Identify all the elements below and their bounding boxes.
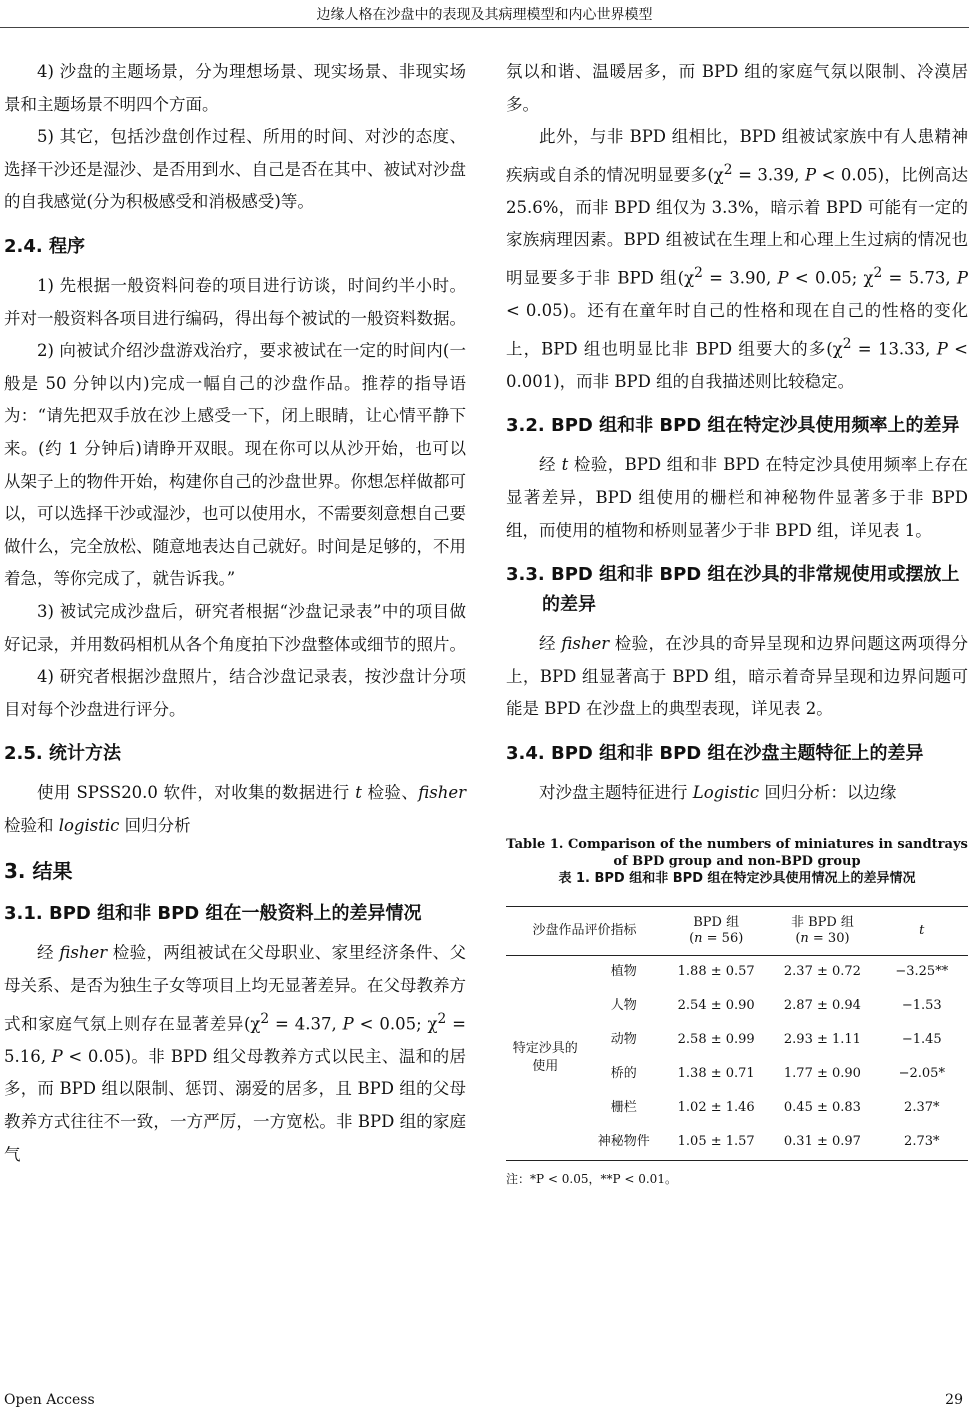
cell-t: 2.37* [904, 1100, 940, 1116]
cell-bpd: 1.88 ± 0.57 [677, 964, 755, 980]
table-header-row [506, 906, 968, 955]
paragraph: 对沙盘主题特征进行 Logistic 回归分析：以边缘 [539, 783, 897, 802]
col-header-bpd: BPD 组 (n = 56) [689, 914, 744, 946]
table-note: 注：*P < 0.05，**P < 0.01。 [506, 1171, 677, 1186]
cell-bpd: 2.54 ± 0.90 [677, 998, 755, 1014]
paragraph: 4) 沙盘的主题场景，分为理想场景、现实场景、非现实场景和主题场景不明四个方面。 [4, 62, 466, 114]
cell-t: −2.05* [898, 1066, 945, 1082]
cell-t: −3.25** [895, 964, 949, 980]
section-heading-3-4: 3.4. BPD 组和非 BPD 组在沙盘主题特征上的差异 [506, 743, 924, 764]
section-heading-2-4: 2.4. 程序 [4, 235, 85, 257]
table-caption-zh: 表 1. BPD 组和非 BPD 组在特定沙具使用情况上的差异情况 [558, 870, 916, 886]
paragraph: 此外，与非 BPD 组相比，BPD 组被试家族中有人患精神疾病或自杀的情况明显要多($\chi^2 = 3.39$, P < 0.05)，比例高达 25.6%，而非 BPD 组仅为 3.3%，暗示着 BPD 可能有一定的家族病理因素。BPD 组被试在生理上和心理上生过病的情况也明显要多于非 BPD 组($\chi^2 = 3.90$, P < 0.05; $\chi^2 = 5.73$, P < 0.05)。还有在童年时自己的性格和现在自己的性格的变化上，BPD 组也明显比非 BPD 组要大的多($\chi^2 = 13.33$, P < 0.001)，而非 BPD 组的自我描述则比较稳定。 [506, 127, 969, 391]
cell-non-bpd: 1.77 ± 0.90 [783, 1066, 861, 1082]
section-heading-3-1: 3.1. BPD 组和非 BPD 组在一般资料上的差异情况 [4, 903, 422, 925]
running-header: 边缘人格在沙盘中的表现及其病理模型和内心世界模型 [316, 7, 653, 23]
paragraph: 3) 被试完成沙盘后，研究者根据“沙盘记录表”中的项目做好记录，并用数码相机从各个角度拍下沙盘整体或细节的照片。 [4, 601, 466, 654]
cell-non-bpd: 0.31 ± 0.97 [783, 1134, 861, 1150]
left-column [4, 56, 466, 1171]
section-heading-3-3: 3.3. BPD 组和非 BPD 组在沙具的非常规使用或摆放上的差异 [506, 564, 960, 616]
section-heading-3-2: 3.2. BPD 组和非 BPD 组在特定沙具使用频率上的差异 [506, 415, 960, 437]
cell-bpd: 1.38 ± 0.71 [677, 1066, 755, 1082]
cell-item: 植物 [610, 964, 637, 980]
cell-item: 动物 [610, 1032, 637, 1048]
cell-non-bpd: 2.37 ± 0.72 [783, 964, 861, 980]
paragraph: 1) 先根据一般资料问卷的项目进行访谈，时间约半小时。并对一般资料各项目进行编码，得出每个被试的一般资料数据。 [4, 275, 466, 328]
cell-item: 栅栏 [610, 1100, 637, 1116]
paragraph: 2) 向被试介绍沙盘游戏治疗，要求被试在一定的时间内(一般是 50 分钟以内)完成一幅自己的沙盘作品。推荐的指导语为：“请先把双手放在沙上感受一下，闭上眼睛，让心情平静下来。(约 1 分钟后)请睁开双眼。现在你可以从沙开始，也可以从架子上的物件开始，构建你自己的沙盘世界。你想怎样做都可以，可以选择干沙或湿沙，也可以使用水，不需要刻意想自己要做什么，完全放松、随意地表达自己就好。时间是足够的，不用着急，等你完成了，就告诉我。” [4, 341, 466, 589]
col-header-indicator: 沙盘作品评价指标 [532, 922, 637, 938]
page-number: 29 [945, 1392, 963, 1408]
cell-item: 桥的 [610, 1066, 637, 1082]
cell-bpd: 1.05 ± 1.57 [677, 1134, 755, 1150]
cell-bpd: 2.58 ± 0.99 [677, 1032, 755, 1048]
cell-t: −1.53 [901, 998, 942, 1014]
col-header-non-bpd: 非 BPD 组 (n = 30) [790, 914, 854, 946]
footer-open-access: Open Access [4, 1392, 95, 1408]
col-header-t: t [919, 922, 925, 938]
paragraph: 氛以和谐、温暖居多，而 BPD 组的家庭气氛以限制、冷漠居多。 [506, 62, 968, 114]
table-caption-en: Table 1. Comparison of the numbers of miniatures in sandtrays of BPD group and non-BPD group [506, 836, 968, 869]
table-1 [506, 906, 968, 1161]
cell-item: 神秘物件 [597, 1134, 650, 1150]
cell-non-bpd: 2.93 ± 1.11 [783, 1032, 861, 1048]
table-row [506, 955, 968, 990]
paragraph: 经 fisher 检验，在沙具的奇异呈现和边界问题这两项得分上，BPD 组显著高于 BPD 组，暗示着奇异呈现和边界问题可能是 BPD 在沙盘上的典型表现，详见表 2。 [506, 634, 968, 719]
paragraph: 4) 研究者根据沙盘照片，结合沙盘记录表，按沙盘计分项目对每个沙盘进行评分。 [4, 667, 466, 719]
cell-t: 2.73* [904, 1134, 940, 1150]
cell-non-bpd: 0.45 ± 0.83 [783, 1100, 861, 1116]
right-column [506, 56, 968, 1187]
paragraph: 经 t 检验，BPD 组和非 BPD 在特定沙具使用频率上存在显著差异，BPD 组使用的栅栏和神秘物件显著多于非 BPD 组，而使用的植物和桥则显著少于非 BPD 组，详见表 1。 [506, 455, 968, 540]
header-rule [0, 27, 969, 28]
paragraph: 经 fisher 检验，两组被试在父母职业、家里经济条件、父母关系、是否为独生子女等项目上均无显著差异。在父母教养方式和家庭气氛上则存在显著差异($\chi^2 = 4.37$, P < 0.05; $\chi^2 = 5.16$, P < 0.05)。非 BPD 组父母教养方式以民主、温和的居多，而 BPD 组以限制、惩罚、溺爱的居多，且 BPD 组的父母教养方式往往不一致，一方严厉，一方宽松。非 BPD 组的家庭气 [4, 943, 466, 1164]
category-label: 特定沙具的使用 [512, 1040, 578, 1074]
section-heading-2-5: 2.5. 统计方法 [4, 743, 121, 765]
cell-t: −1.45 [901, 1032, 942, 1048]
cell-non-bpd: 2.87 ± 0.94 [783, 998, 861, 1014]
paragraph: 5) 其它，包括沙盘创作过程、所用的时间、对沙的态度、选择干沙还是湿沙、是否用到水、自己是否在其中、被试对沙盘的自我感觉(分为积极感受和消极感受)等。 [4, 127, 466, 212]
cell-item: 人物 [610, 998, 637, 1014]
section-heading-3: 3. 结果 [4, 859, 73, 884]
paragraph: 使用 SPSS20.0 软件，对收集的数据进行 t 检验、fisher 检验和 logistic 回归分析 [4, 783, 466, 835]
cell-bpd: 1.02 ± 1.46 [677, 1100, 755, 1116]
